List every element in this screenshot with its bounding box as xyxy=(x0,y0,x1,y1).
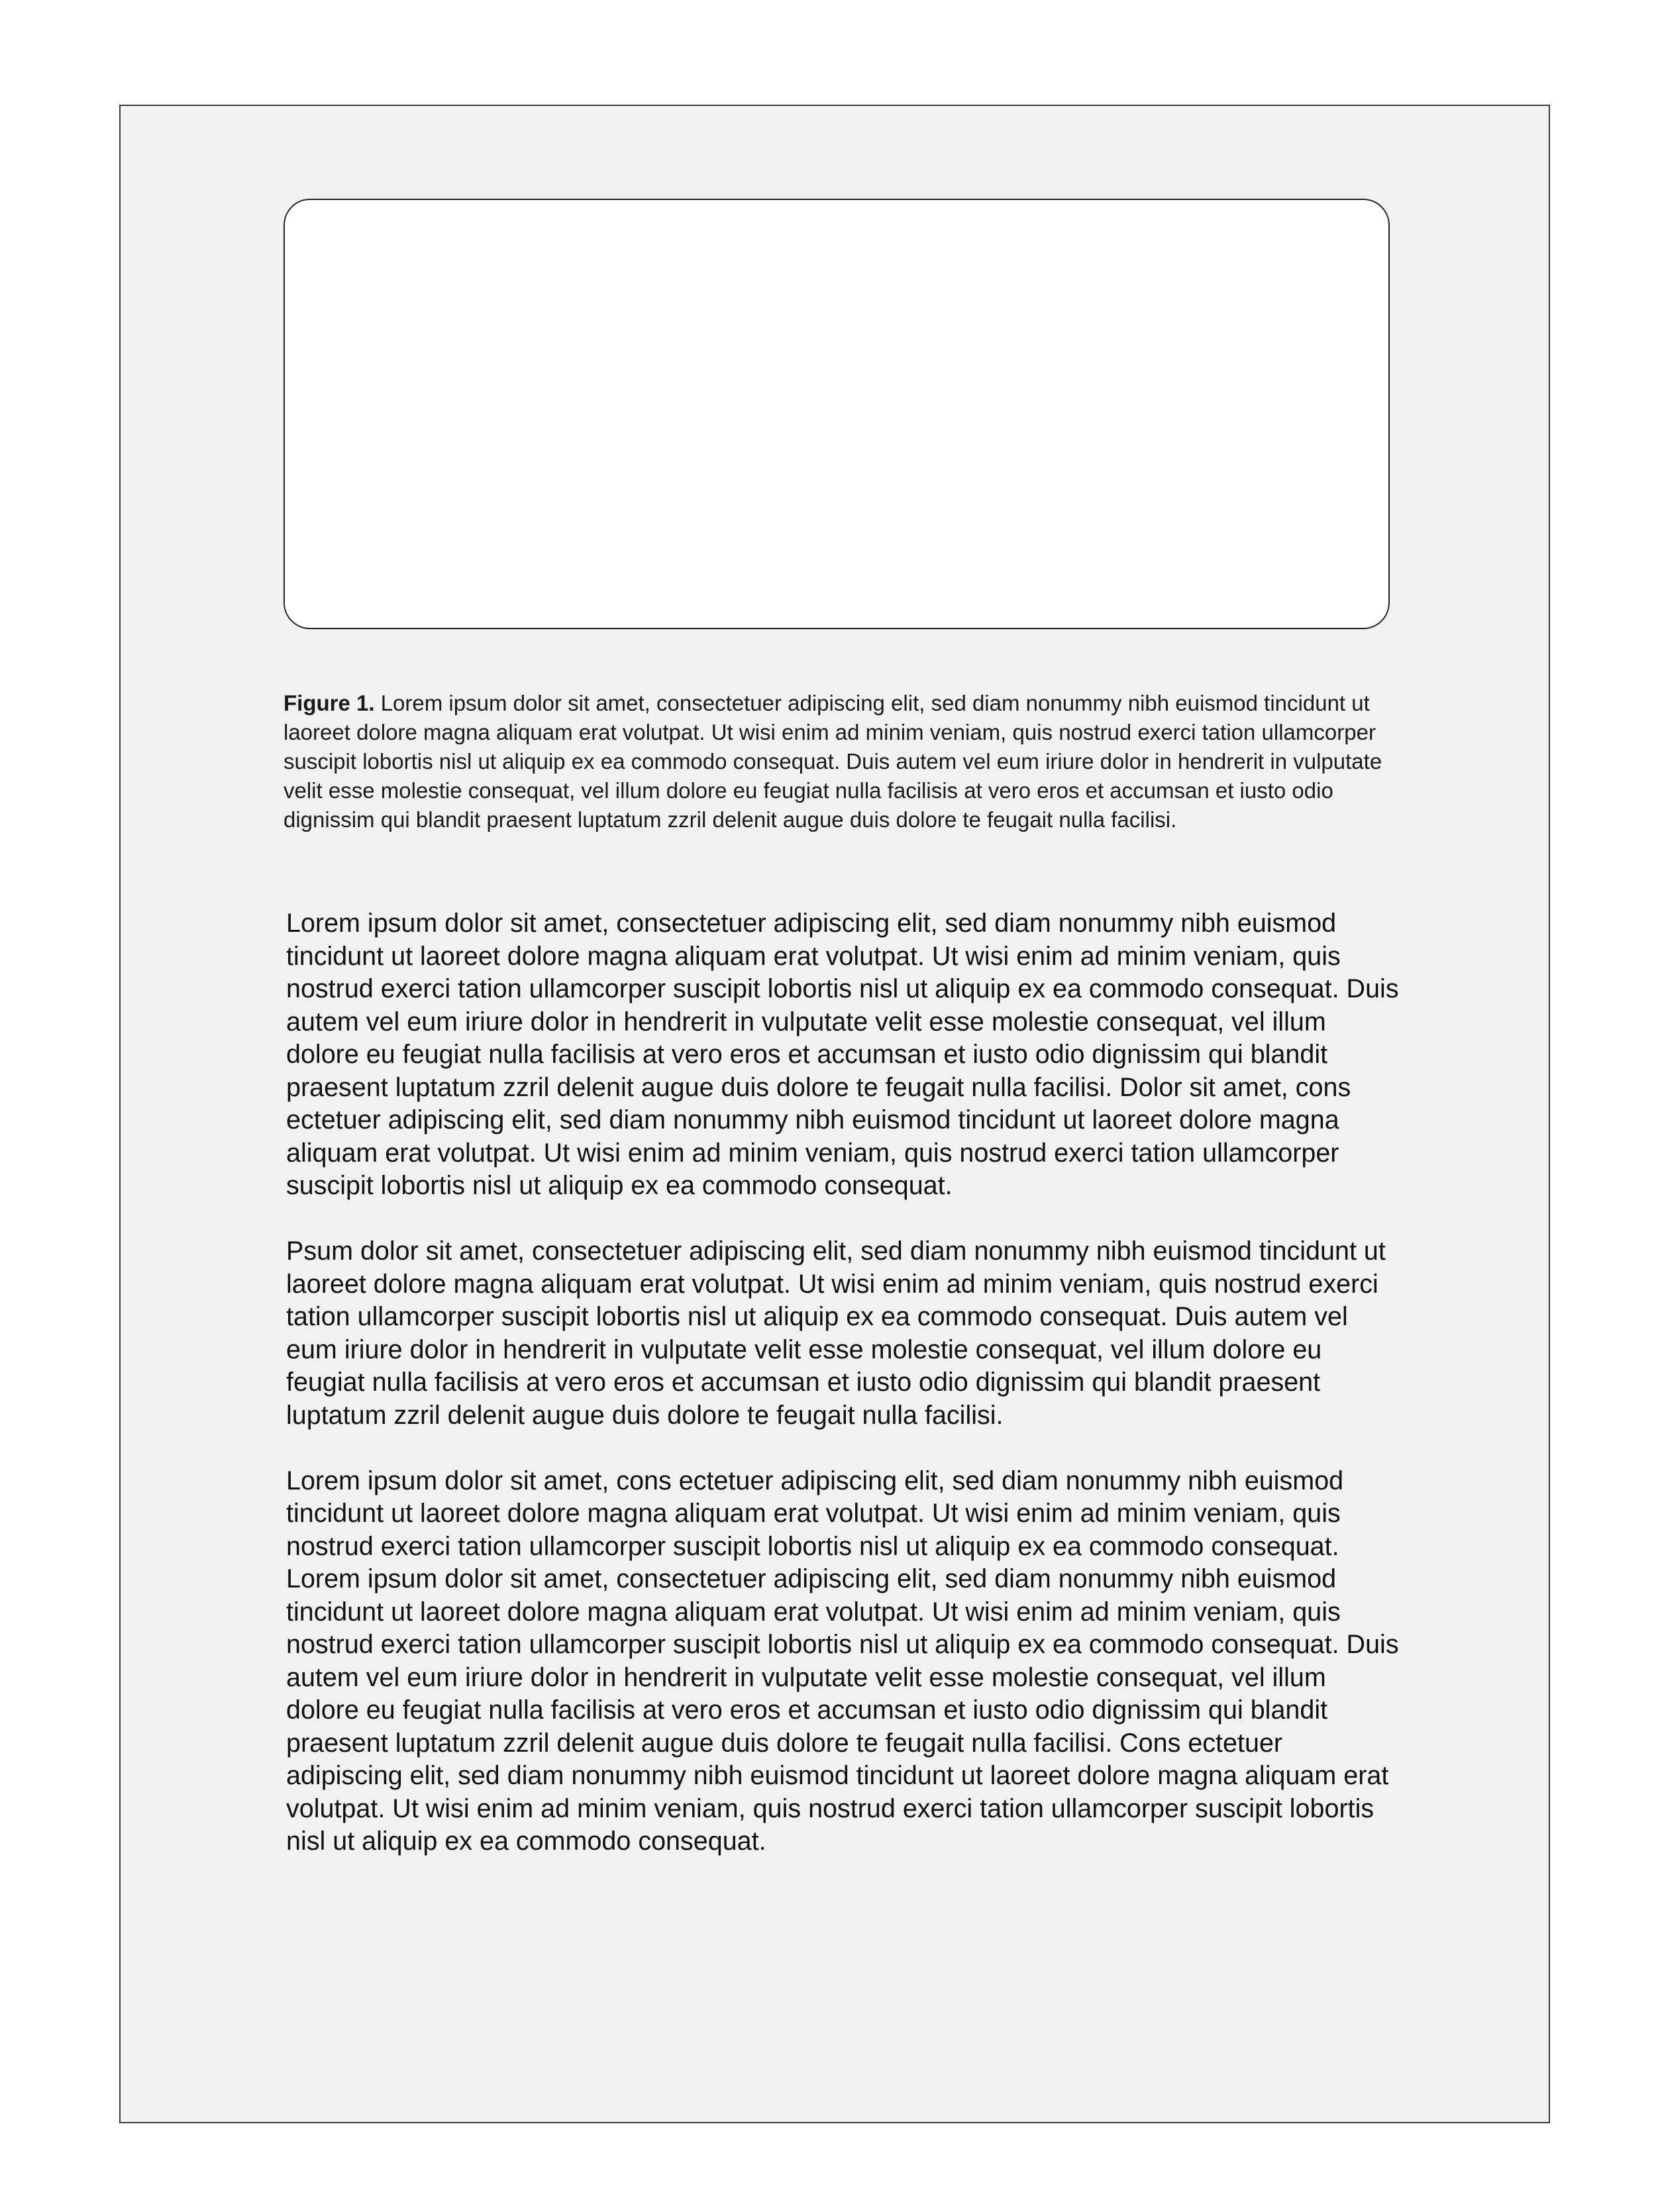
document-page xyxy=(119,105,1550,2123)
figure-caption xyxy=(284,689,1396,834)
figure-placeholder xyxy=(284,199,1390,629)
figure-caption-text: Lorem ipsum dolor sit amet, consectetuer adipiscing elit, sed diam nonummy nibh euismod tincidunt ut laoreet dolore magna aliquam erat volutpat. Ut wisi enim ad minim veniam, quis nostrud exerci tation ullamcorper suscipit lobortis nisl ut aliquip ex ea commodo consequat. Duis autem vel eum iriure dolor in hendrerit in vulputate velit esse molestie consequat, vel illum dolore eu feugiat nulla facilisis at vero eros et accumsan et iusto odio dignissim qui blandit praesent luptatum zzril delenit augue duis dolore te feugait nulla facilisi. xyxy=(284,691,1382,832)
paragraph-2: Psum dolor sit amet, consectetuer adipiscing elit, sed diam nonummy nibh euismod tincidunt ut laoreet dolore magna aliquam erat volutpat. Ut wisi enim ad minim veniam, quis nostrud exerci tation ullamcorper suscipit lobortis nisl ut aliquip ex ea commodo consequat. Duis autem vel eum iriure dolor in hendrerit in vulputate velit esse molestie consequat, vel illum dolore eu feugiat nulla facilisis at vero eros et accumsan et iusto odio dignissim qui blandit praesent luptatum zzril delenit augue duis dolore te feugait nulla facilisi. xyxy=(286,1236,1386,1430)
paragraph-1: Lorem ipsum dolor sit amet, consectetuer adipiscing elit, sed diam nonummy nibh euismod tincidunt ut laoreet dolore magna aliquam erat volutpat. Ut wisi enim ad minim veniam, quis nostrud exerci tation ullamcorper suscipit lobortis nisl ut aliquip ex ea commodo consequat. Duis autem vel eum iriure dolor in hendrerit in vulputate velit esse molestie consequat, vel illum dolore eu feugiat nulla facilisis at vero eros et accumsan et iusto odio dignissim qui blandit praesent luptatum zzril delenit augue duis dolore te feugait nulla facilisi. Dolor sit amet, cons ectetuer adipiscing elit, sed diam nonummy nibh euismod tincidunt ut laoreet dolore magna aliquam erat volutpat. Ut wisi enim ad minim veniam, quis nostrud exerci tation ullamcorper suscipit lobortis nisl ut aliquip ex ea commodo consequat. xyxy=(286,909,1399,1200)
paragraph-3: Lorem ipsum dolor sit amet, cons ectetuer adipiscing elit, sed diam nonummy nibh euismod tincidunt ut laoreet dolore magna aliquam erat volutpat. Ut wisi enim ad minim veniam, quis nostrud exerci tation ullamcorper suscipit lobortis nisl ut aliquip ex ea commodo consequat. xyxy=(286,1466,1344,1561)
figure-label: Figure 1. xyxy=(284,691,375,715)
body-text xyxy=(286,907,1399,1858)
paragraph-4: Lorem ipsum dolor sit amet, consectetuer adipiscing elit, sed diam nonummy nibh euismod tincidunt ut laoreet dolore magna aliquam erat volutpat. Ut wisi enim ad minim veniam, quis nostrud exerci tation ullamcorper suscipit lobortis nisl ut aliquip ex ea commodo consequat. Duis autem vel eum iriure dolor in hendrerit in vulputate velit esse molestie consequat, vel illum dolore eu feugiat nulla facilisis at vero eros et accumsan et iusto odio dignissim qui blandit praesent luptatum zzril delenit augue duis dolore te feugait nulla facilisi. Cons ectetuer adipiscing elit, sed diam nonummy nibh euismod tincidunt ut laoreet dolore magna aliquam erat volutpat. Ut wisi enim ad minim veniam, quis nostrud exerci tation ullamcorper suscipit lobortis nisl ut aliquip ex ea commodo consequat. xyxy=(286,1564,1399,1856)
